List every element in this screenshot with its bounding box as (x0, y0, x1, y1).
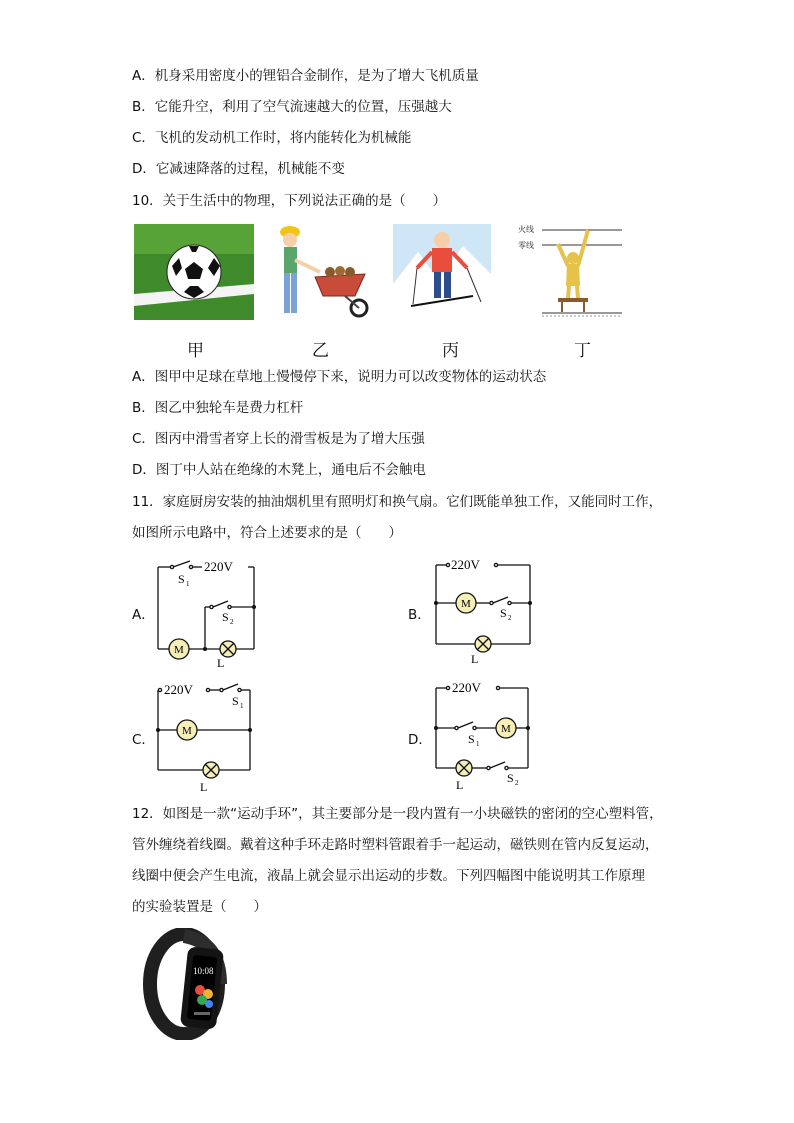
q11-label-d: D． (408, 732, 432, 748)
electric-wire-image (512, 224, 624, 319)
wheelbarrow-image (275, 222, 375, 322)
q9-option-a: A．机身采用密度小的锂铝合金制作，是为了增大飞机质量 (132, 68, 479, 84)
q9-option-b: B．它能升空，利用了空气流速越大的位置，压强越大 (132, 99, 452, 115)
caption-ding: 丁 (574, 341, 591, 361)
q11-stem-line1: 11．家庭厨房安装的抽油烟机里有照明灯和换气扇。它们既能单独工作，又能同时工作， (132, 494, 663, 510)
circuit-b-lamp: L (471, 652, 479, 666)
caption-jia: 甲 (187, 341, 204, 361)
circuit-d-lamp: L (456, 778, 464, 792)
caption-yi: 乙 (312, 341, 329, 361)
circuit-c-voltage: 220V (164, 682, 193, 697)
q12-line3: 线圈中便会产生电流，液晶上就会显示出运动的步数。下列四幅图中能说明其工作原理 (132, 868, 645, 884)
live-wire-label: 火线 (518, 225, 534, 234)
circuit-b-motor: M (461, 598, 471, 610)
circuit-a-voltage: 220V (204, 559, 233, 574)
q11-label-a: A． (132, 607, 155, 623)
q11-label-b: B． (408, 607, 431, 623)
circuit-d-motor: M (501, 723, 511, 735)
circuit-a-s2: S (222, 610, 229, 624)
skier-image (393, 224, 491, 312)
q12-line4: 的实验装置是（ ） (132, 899, 267, 915)
q9-option-d: D．它减速降落的过程，机械能不变 (132, 161, 345, 177)
soccer-ball-image (134, 224, 254, 320)
circuit-c-s1-sub: 1 (240, 702, 244, 710)
q10-option-c: C．图丙中滑雪者穿上长的滑雪板是为了增大压强 (132, 431, 425, 447)
circuit-d-s1-sub: 1 (476, 740, 480, 748)
circuit-d-voltage: 220V (452, 680, 481, 695)
circuit-c-diagram (150, 678, 265, 793)
caption-bing: 丙 (442, 341, 459, 361)
q12-line2: 管外缠绕着线圈。戴着这种手环走路时塑料管跟着手一起运动，磁铁则在管内反复运动， (132, 837, 659, 853)
neutral-wire-label: 零线 (518, 241, 534, 250)
circuit-d-diagram (428, 678, 543, 793)
q10-stem: 10．关于生活中的物理，下列说法正确的是（ ） (132, 193, 447, 209)
circuit-a-s1-sub: 1 (186, 580, 190, 588)
circuit-c-lamp: L (200, 780, 208, 793)
circuit-a-s2-sub: 2 (230, 618, 234, 626)
circuit-a-lamp: L (217, 656, 225, 670)
q11-stem-line2: 如图所示电路中，符合上述要求的是（ ） (132, 525, 402, 541)
circuit-a-diagram (150, 555, 265, 670)
circuit-c-motor: M (182, 725, 192, 737)
circuit-d-s1: S (468, 732, 475, 746)
circuit-b-s2-sub: 2 (508, 614, 512, 622)
circuit-b-voltage: 220V (451, 557, 480, 572)
q12-line1: 12．如图是一款“运动手环”，其主要部分是一段内置有一小块磁铁的密闭的空心塑料管， (132, 806, 663, 822)
circuit-a-s1: S (178, 572, 185, 586)
q10-option-b: B．图乙中独轮车是费力杠杆 (132, 400, 304, 416)
circuit-b-s2: S (500, 606, 507, 620)
q10-option-a: A．图甲中足球在草地上慢慢停下来，说明力可以改变物体的运动状态 (132, 369, 547, 385)
circuit-d-s2: S (507, 771, 514, 785)
circuit-b-diagram (428, 555, 543, 670)
watch-time: 10:08 (193, 966, 214, 976)
circuit-a-motor: M (174, 644, 184, 656)
q11-label-c: C． (132, 732, 155, 748)
q9-option-c: C．飞机的发动机工作时，将内能转化为机械能 (132, 130, 412, 146)
circuit-d-s2-sub: 2 (515, 779, 519, 787)
fitness-band-image (138, 928, 230, 1040)
q10-option-d: D．图丁中人站在绝缘的木凳上，通电后不会触电 (132, 462, 426, 478)
circuit-c-s1: S (232, 694, 239, 708)
